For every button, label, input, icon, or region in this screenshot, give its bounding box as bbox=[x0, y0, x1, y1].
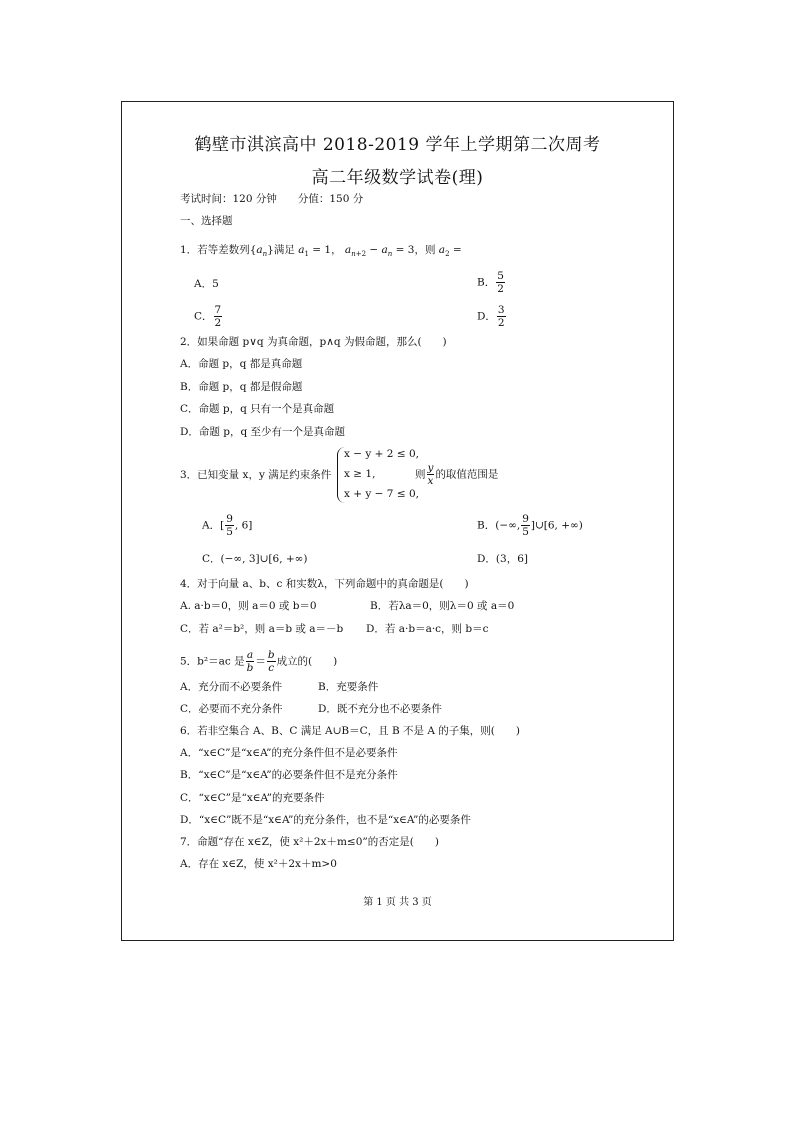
exam-subtitle: 高二年级数学试卷(理) bbox=[311, 168, 484, 188]
q5-stem: 5．b²＝ac 是 $\frac{a}{b}$ ＝ $\frac{b}{c}$ 成立的( ) bbox=[180, 649, 338, 674]
q1-option-b: B． $\frac{5}{2}$ bbox=[477, 270, 504, 295]
q6-option-c: C．“x∈C”是“x∈A”的充要条件 bbox=[180, 792, 325, 804]
q1-stem: 1．若等差数列$\{a_n\}$满足 $a_1 = 1$， $a_{n+2} - a_n = 3$，则 $a_2$ = bbox=[180, 244, 462, 259]
q1-option-c: C． $\frac{7}{2}$ bbox=[194, 304, 222, 329]
q3-option-d: D．(3，6] bbox=[477, 553, 528, 565]
q5-option-d: D．既不充分也不必要条件 bbox=[318, 703, 442, 715]
q4-option-a: A. a·b＝0，则 a＝0 或 b＝0 bbox=[180, 600, 317, 612]
constraint-1: x − y + 2 ≤ 0, bbox=[344, 448, 419, 460]
q3-stem: 3．已知变量 x，y 满足约束条件 bbox=[180, 469, 332, 481]
constraint-2: x ≥ 1, bbox=[344, 468, 376, 480]
q3-option-a: A．[ $\frac{9}{5}$ , 6] bbox=[202, 513, 253, 538]
constraint-system bbox=[337, 447, 418, 503]
q2-option-c: C．命题 p，q 只有一个是真命题 bbox=[180, 403, 335, 415]
q4-option-d: D．若 a·b＝a·c，则 b＝c bbox=[366, 623, 489, 635]
q6-option-a: A．“x∈C”是“x∈A”的充分条件但不是必要条件 bbox=[180, 747, 398, 759]
q6-stem: 6．若非空集合 A、B、C 满足 A∪B＝C，且 B 不是 A 的子集，则( ) bbox=[180, 725, 520, 737]
q4-option-c: C．若 a²＝b²，则 a＝b 或 a＝－b bbox=[180, 623, 344, 635]
q2-option-d: D．命题 p，q 至少有一个是真命题 bbox=[180, 426, 346, 438]
q1-option-a: A．5 bbox=[194, 278, 219, 290]
exam-title: 鹤壁市淇滨高中 2018-2019 学年上学期第二次周考 bbox=[194, 135, 601, 155]
q3-option-c: C．(−∞, 3]∪[6, +∞) bbox=[202, 553, 308, 565]
q4-stem: 4．对于向量 a、b、c 和实数λ，下列命题中的真命题是( ) bbox=[180, 578, 469, 590]
exam-info: 考试时间：120 分钟 分值：150 分 bbox=[180, 193, 364, 205]
q2-option-a: A．命题 p，q 都是真命题 bbox=[180, 358, 303, 370]
q5-option-c: C．必要而不充分条件 bbox=[180, 703, 283, 715]
q3-target: 则 $\frac{y}{x}$ 的取值范围是 bbox=[415, 462, 499, 487]
page-footer: 第 1 页 共 3 页 bbox=[363, 897, 432, 908]
q5-option-a: A．充分而不必要条件 bbox=[180, 681, 283, 693]
q2-stem: 2．如果命题 p∨q 为真命题，p∧q 为假命题，那么( ) bbox=[180, 336, 447, 348]
q1-option-d: D． $\frac{3}{2}$ bbox=[477, 304, 505, 329]
q7-stem: 7．命题“存在 x∈Z，使 x²＋2x＋m≤0”的否定是( ) bbox=[180, 836, 439, 848]
q7-option-a: A．存在 x∈Z，使 x²＋2x＋m>0 bbox=[180, 858, 337, 870]
q2-option-b: B．命题 p，q 都是假命题 bbox=[180, 381, 303, 393]
q6-option-b: B．“x∈C”是“x∈A”的必要条件但不是充分条件 bbox=[180, 769, 398, 781]
q6-option-d: D．“x∈C”既不是“x∈A”的充分条件，也不是“x∈A”的必要条件 bbox=[180, 814, 471, 826]
q5-option-b: B．充要条件 bbox=[318, 681, 379, 693]
q4-option-b: B．若λa＝0，则λ＝0 或 a＝0 bbox=[370, 600, 515, 612]
constraint-3: x + y − 7 ≤ 0, bbox=[344, 488, 419, 500]
section-label: 一、选择题 bbox=[180, 215, 233, 227]
q3-option-b: B．(−∞, $\frac{9}{5}$ ]∪[6, +∞) bbox=[477, 513, 583, 538]
